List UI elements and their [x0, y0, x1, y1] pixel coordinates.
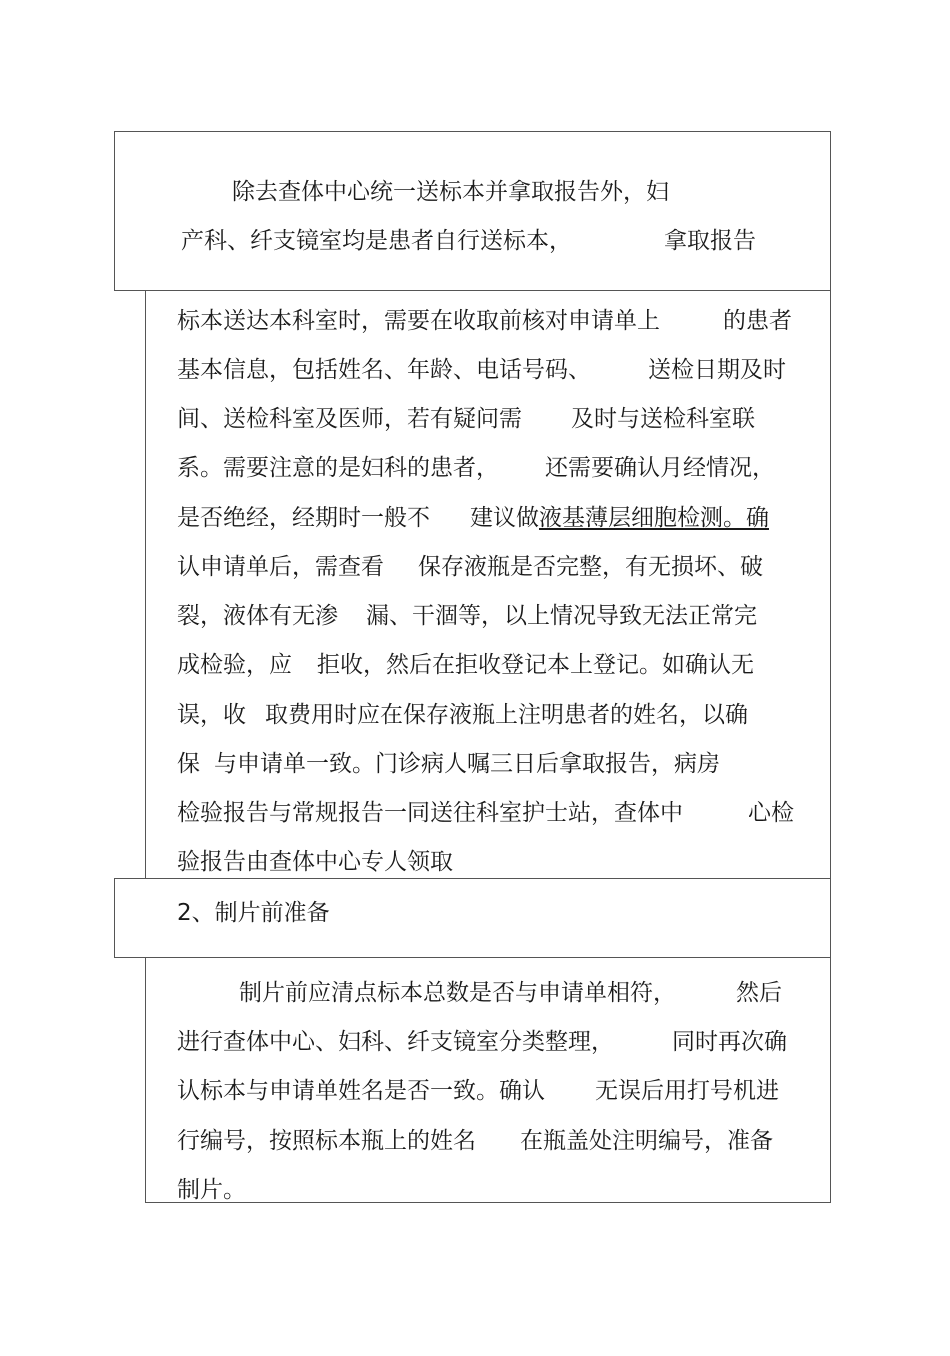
text-line: 保存液瓶是否完整，有无损坏、破 [418, 554, 763, 580]
text-line: 进行查体中心、妇科、纤支镜室分类整理， [177, 1029, 614, 1055]
text-line: 然后 [736, 980, 782, 1006]
text-line: 及时与送检科室联 [571, 406, 755, 432]
text-line: 在瓶盖处注明编号，准备 [520, 1128, 773, 1154]
text-line: 成检验，应 [177, 652, 292, 678]
text-line: 制片前应清点标本总数是否与申请单相符， [239, 980, 676, 1006]
text-line: 认申请单后，需查看 [177, 554, 384, 580]
text-line: 保 [177, 751, 200, 777]
text-line: 的患者 [723, 308, 792, 334]
text-line: 误，收 [177, 702, 246, 728]
text-line: 拿取报告 [664, 228, 756, 254]
text-line: 是否绝经，经期时一般不 [177, 505, 430, 531]
text-line: 裂，液体有无渗 [177, 603, 338, 629]
text-line: 心检 [748, 800, 794, 826]
text-line: 认标本与申请单姓名是否一致。确认 [177, 1078, 545, 1104]
text-line: 漏、干涸等，以上情况导致无法正常完 [366, 603, 757, 629]
text-line: 系。需要注意的是妇科的患者， [177, 455, 499, 481]
text-line: 除去查体中心统一送标本并拿取报告外，妇 [232, 179, 669, 205]
text-line: 取费用时应在保存液瓶上注明患者的姓名，以确 [265, 702, 748, 728]
text-line: 与申请单一致。门诊病人嘱三日后拿取报告，病房 [214, 751, 720, 777]
text-line: 行编号，按照标本瓶上的姓名 [177, 1128, 476, 1154]
text-line: 间、送检科室及医师，若有疑问需 [177, 406, 522, 432]
text-line: 建议做 [470, 505, 539, 531]
text-line: 同时再次确 [672, 1029, 787, 1055]
text-line: 产科、纤支镜室均是患者自行送标本， [181, 228, 572, 254]
text-line: 送检日期及时 [648, 357, 786, 383]
section-1-box [114, 131, 831, 291]
text-line: 制片。 [177, 1177, 246, 1203]
section-heading: 2、制片前准备 [177, 900, 330, 926]
text-line: 无误后用打号机进 [595, 1078, 779, 1104]
text-line: 验报告由查体中心专人领取 [177, 849, 453, 875]
underlined-text: 液基薄层细胞检测。确 [539, 505, 769, 531]
text-line: 基本信息，包括姓名、年龄、电话号码、 [177, 357, 591, 383]
text-line: 拒收，然后在拒收登记本上登记。如确认无 [317, 652, 754, 678]
text-line: 检验报告与常规报告一同送往科室护士站，查体中 [177, 800, 683, 826]
text-line: 标本送达本科室时，需要在收取前核对申请单上 [177, 308, 660, 334]
text-line: 还需要确认月经情况， [545, 455, 775, 481]
